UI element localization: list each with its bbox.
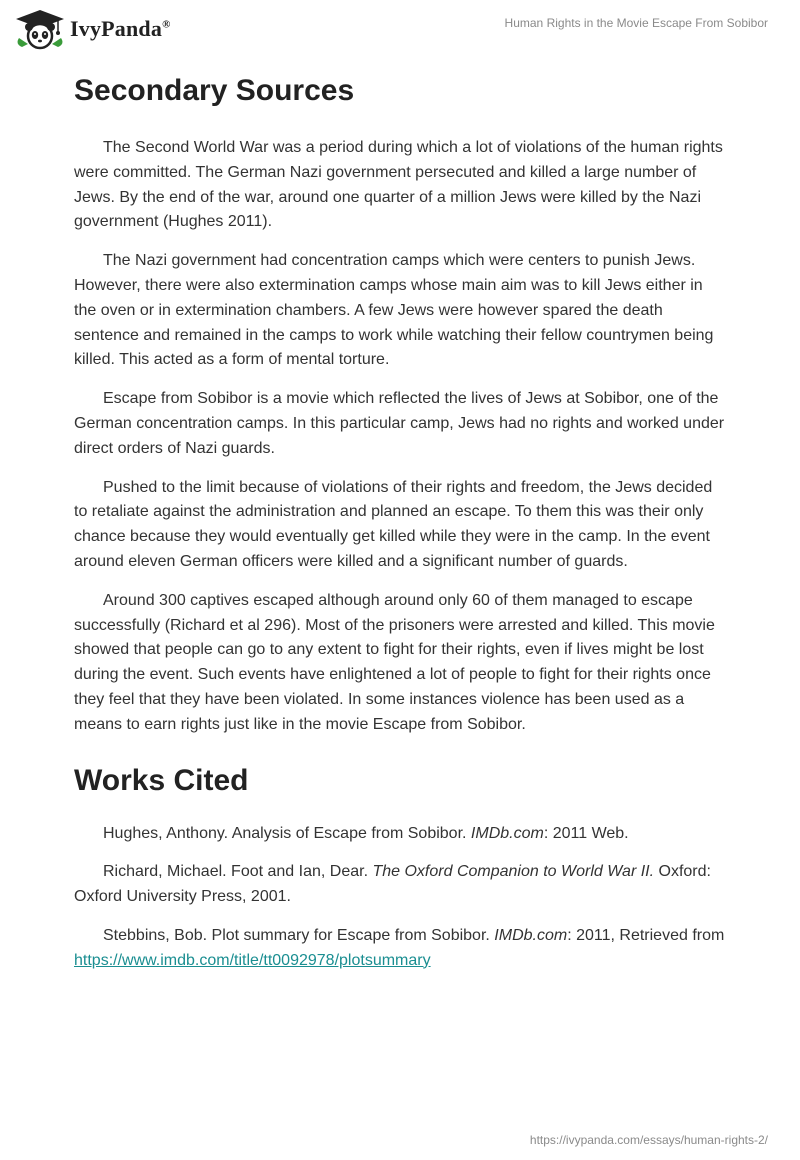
paragraph: Escape from Sobibor is a movie which reflected the lives of Jews at Sobibor, one of the German concentration camps. In this particular camp, Jews had no rights and worked under direct orders of Nazi guards.: [74, 390, 725, 457]
imdb-plot-summary-link[interactable]: https://www.imdb.com/title/tt0092978/plotsummary: [74, 951, 431, 969]
secondary-sources-heading: Secondary Sources: [74, 74, 355, 107]
brand-name: IvyPanda®: [70, 16, 171, 41]
citation: Stebbins, Bob. Plot summary for Escape from Sobibor. IMDb.com: 2011, Retrieved from https://www.imdb.com/title/tt0092978/plotsummary: [74, 926, 725, 969]
citation: Hughes, Anthony. Analysis of Escape from Sobibor. IMDb.com: 2011 Web.: [103, 824, 629, 842]
paragraph: The Nazi government had concentration camps which were centers to punish Jews. However, there were also extermination camps whose main aim was to kill Jews either in the oven or in extermination chambers. A few Jews were however spared the death sentence and remained in the camps to work while watching their fellow countrymen being killed. This acted as a form of mental torture.: [74, 252, 714, 369]
citation: Richard, Michael. Foot and Ian, Dear. The Oxford Companion to World War II. Oxford: Oxford University Press, 2001.: [74, 863, 711, 906]
panda-logo-icon: [14, 8, 66, 50]
document-title: Human Rights in the Movie Escape From Sobibor: [504, 16, 768, 30]
paragraph: The Second World War was a period during which a lot of violations of the human rights were committed. The German Nazi government persecuted and killed a large number of Jews. By the end of the war, around one quarter of a million Jews were killed by the Nazi government (Hughes 2011).: [74, 139, 723, 231]
works-cited-heading: Works Cited: [74, 763, 249, 797]
ivypanda-logo[interactable]: [14, 8, 171, 50]
paragraph: Around 300 captives escaped although around only 60 of them managed to escape successfully (Richard et al 296). Most of the prisoners were arrested and killed. This movie showed that people can go to any extent to fight for their rights, even if lives might be lost during the event. Such events have enlightened a lot of people to fight for their rights once they feel that they have been violated. In some instances violence has been used as a means to earn rights just like in the movie Escape from Sobibor.: [74, 591, 715, 733]
source-url: https://ivypanda.com/essays/human-rights-2/: [529, 1133, 768, 1147]
page-header: [0, 0, 800, 60]
paragraph: Pushed to the limit because of violations of their rights and freedom, the Jews decided to retaliate against the administration and planned an escape. To them this was their only chance because they would eventually get killed while they were in the camp. In the event around eleven German officers were killed and a significant number of guards.: [74, 478, 713, 570]
essay-content: [74, 70, 726, 988]
